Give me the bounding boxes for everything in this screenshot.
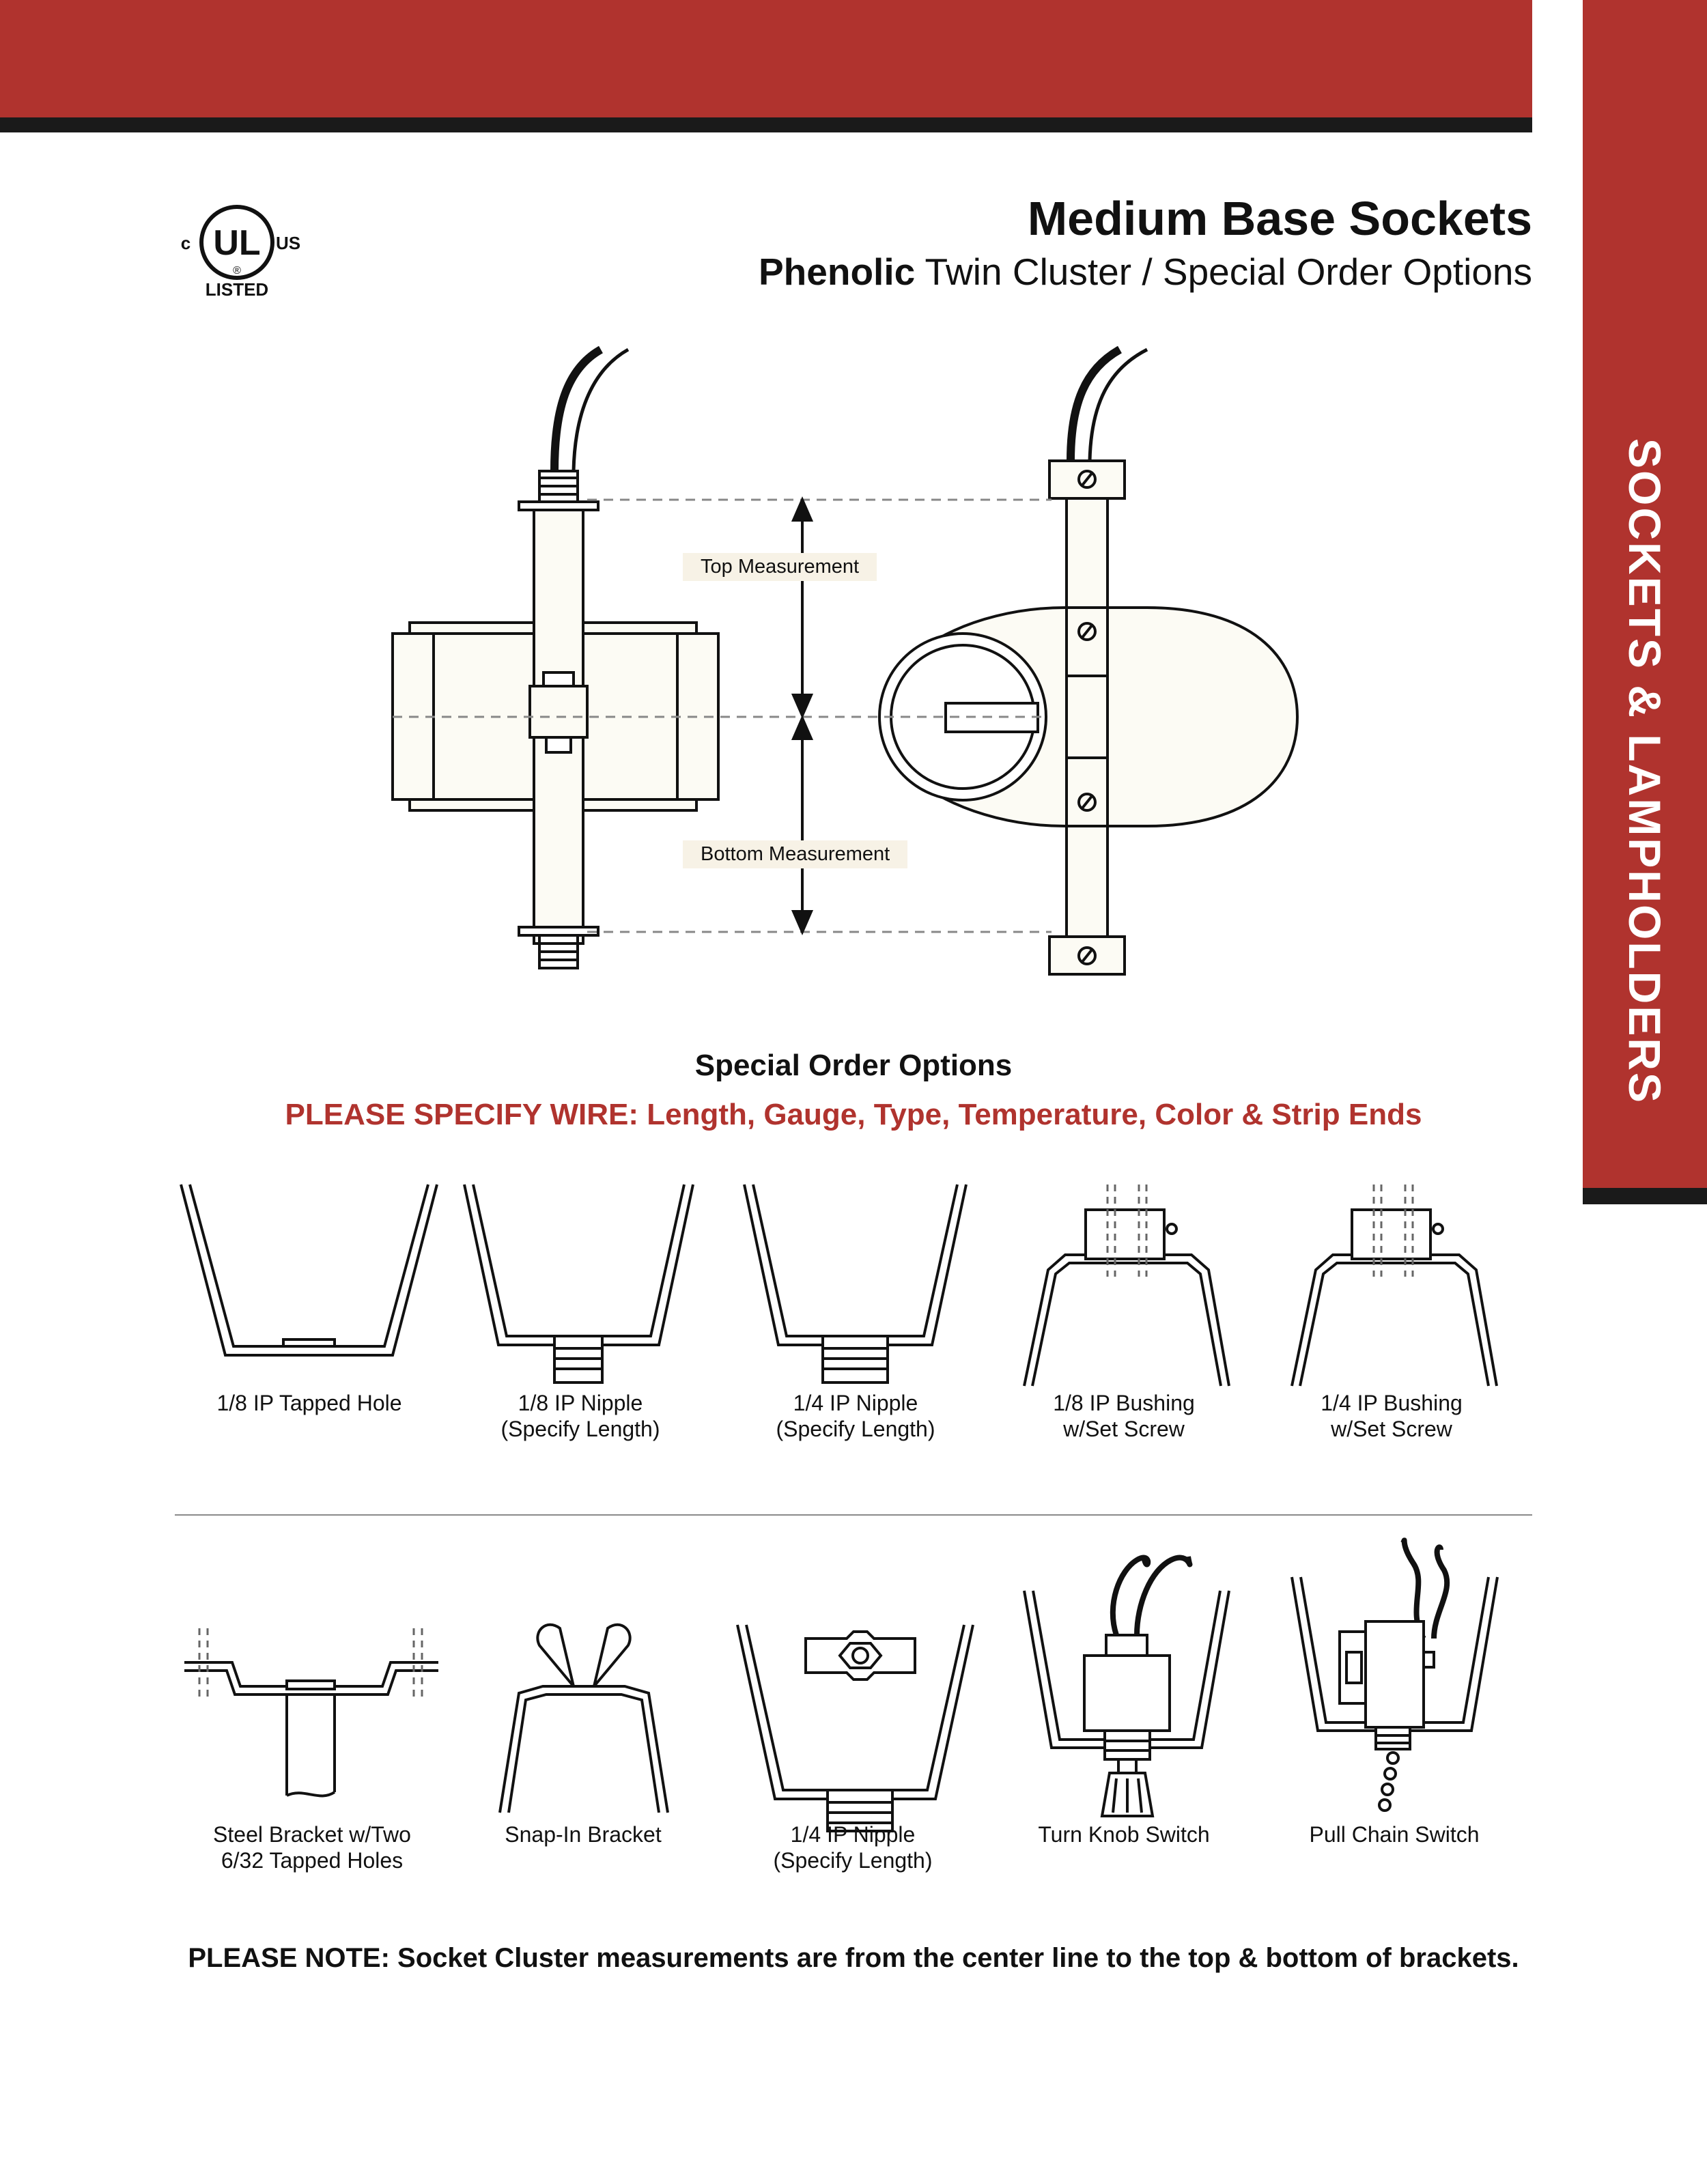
ul-listed-text: LISTED <box>205 279 269 300</box>
option-caption: 1/8 IP Nipple (Specify Length) <box>500 1391 660 1441</box>
ul-registered: ® <box>233 265 241 276</box>
ul-mark: UL <box>213 223 261 263</box>
side-tab-label: SOCKETS & LAMPHOLDERS <box>1620 438 1670 1105</box>
option-caption: Turn Knob Switch <box>1038 1822 1210 1847</box>
ul-right-mark: US <box>275 233 301 253</box>
page-title: Medium Base Sockets <box>1027 192 1532 245</box>
wire-spec-note: PLEASE SPECIFY WIRE: Length, Gauge, Type, Temperature, Color & Strip Ends <box>285 1098 1422 1131</box>
option-caption: 1/8 IP Tapped Hole <box>216 1391 402 1415</box>
option-caption: 1/4 IP Nipple (Specify Length) <box>773 1822 933 1873</box>
subtitle-material: Phenolic <box>758 251 916 293</box>
option-caption: Pull Chain Switch <box>1309 1822 1480 1847</box>
footer-note: PLEASE NOTE: Socket Cluster measurements are from the center line to the top & bottom of brackets. <box>188 1943 1519 1973</box>
option-caption: Snap-In Bracket <box>505 1822 662 1847</box>
top-measurement-label: Top Measurement <box>683 553 877 581</box>
options-heading: Special Order Options <box>694 1049 1013 1082</box>
option-caption: Steel Bracket w/Two 6/32 Tapped Holes <box>213 1822 411 1873</box>
option-caption: 1/4 IP Nipple (Specify Length) <box>776 1391 935 1441</box>
bottom-measurement-label: Bottom Measurement <box>683 840 907 868</box>
ul-left-mark: c <box>180 233 191 253</box>
option-caption: 1/4 IP Bushing w/Set Screw <box>1321 1391 1463 1441</box>
option-caption: 1/8 IP Bushing w/Set Screw <box>1053 1391 1195 1441</box>
subtitle-description: Twin Cluster / Special Order Options <box>915 251 1532 293</box>
